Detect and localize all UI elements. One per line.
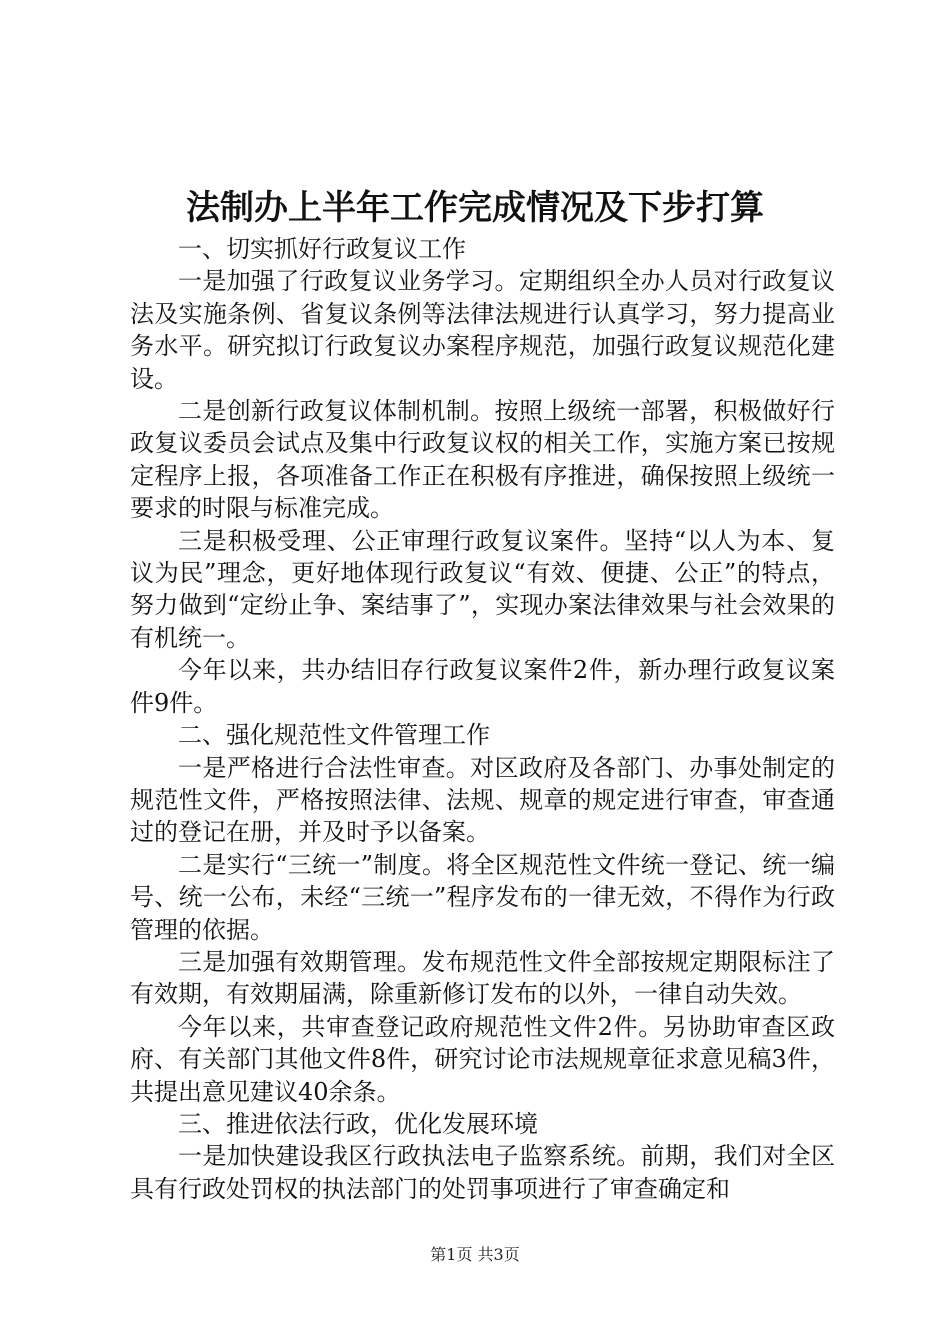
section-heading-3: 三、推进依法行政，优化发展环境: [178, 1109, 538, 1138]
section-heading-2: 二、强化规范性文件管理工作: [178, 721, 490, 750]
paragraph: 一是严格进行合法性审查。对区政府及各部门、办事处制定的规范性文件，严格按照法律、法规、规章的规定进行审查，审查通过的登记在册，并及时予以备案。: [130, 753, 835, 847]
paragraph: 二是实行“三统一”制度。将全区规范性文件统一登记、统一编号、统一公布，未经“三统一”程序发布的一律无效，不得作为行政管理的依据。: [130, 850, 835, 944]
paragraph: 一是加强了行政复议业务学习。定期组织全办人员对行政复议法及实施条例、省复议条例等法律法规进行认真学习，努力提高业务水平。研究拟订行政复议办案程序规范，加强行政复议规范化建设。: [130, 267, 835, 393]
paragraph: 三是加强有效期管理。发布规范性文件全部按规定期限标注了有效期，有效期届满，除重新修订发布的以外，一律自动失效。: [130, 947, 835, 1009]
document-body: [130, 233, 835, 1205]
paragraph: 今年以来，共审查登记政府规范性文件2件。另协助审查区政府、有关部门其他文件8件，研究讨论市法规规章征求意见稿3件，共提出意见建议40余条。: [130, 1012, 835, 1106]
paragraph: 一是加快建设我区行政执法电子监察系统。前期，我们对全区具有行政处罚权的执法部门的处罚事项进行了审查确定和: [130, 1142, 835, 1203]
paragraph: 三是积极受理、公正审理行政复议案件。坚持“以人为本、复议为民”理念，更好地体现行政复议“有效、便捷、公正”的特点，努力做到“定纷止争、案结事了”，实现办案法律效果与社会效果的有机统一。: [130, 526, 835, 652]
paragraph: 今年以来，共办结旧存行政复议案件2件，新办理行政复议案件9件。: [130, 656, 835, 717]
paragraph: 二是创新行政复议体制机制。按照上级统一部署，积极做好行政复议委员会试点及集中行政复议权的相关工作，实施方案已按规定程序上报，各项准备工作正在积极有序推进，确保按照上级统一要求的时限与标准完成。: [130, 397, 835, 523]
document-title: 法制办上半年工作完成情况及下步打算: [186, 188, 764, 228]
section-heading-1: 一、切实抓好行政复议工作: [178, 235, 466, 263]
page-number-footer: 第1页 共3页: [430, 1245, 520, 1264]
